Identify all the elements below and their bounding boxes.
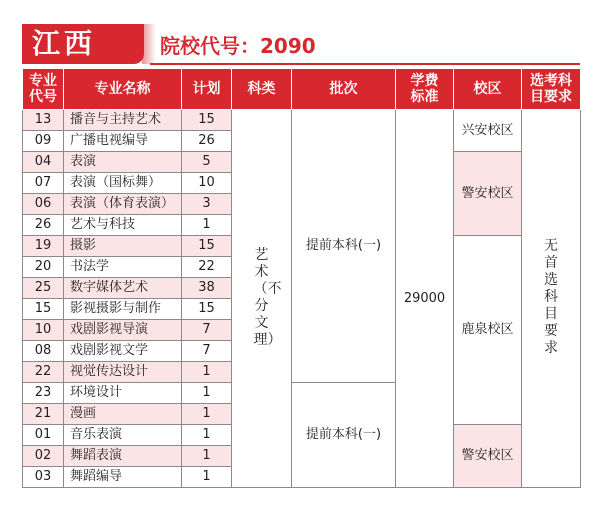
major-code: 13 <box>23 110 64 131</box>
major-code: 02 <box>23 446 64 467</box>
major-name: 舞蹈表演 <box>64 446 182 467</box>
plan-count: 1 <box>182 404 232 425</box>
plan-count: 38 <box>182 278 232 299</box>
major-code: 03 <box>23 467 64 488</box>
major-name: 视觉传达设计 <box>64 362 182 383</box>
table-row <box>23 110 581 131</box>
header-tuition: 学费标准 <box>396 69 454 110</box>
major-name: 摄影 <box>64 236 182 257</box>
major-code: 22 <box>23 362 64 383</box>
plan-count: 1 <box>182 446 232 467</box>
header-name: 专业名称 <box>64 69 182 110</box>
plan-count: 15 <box>182 236 232 257</box>
major-code: 06 <box>23 194 64 215</box>
campus-cell-2: 警安校区 <box>454 152 522 236</box>
plan-count: 5 <box>182 152 232 173</box>
plan-count: 7 <box>182 320 232 341</box>
campus-cell-4: 警安校区 <box>454 425 522 488</box>
title-divider <box>150 63 580 65</box>
major-code: 08 <box>23 341 64 362</box>
major-name: 音乐表演 <box>64 425 182 446</box>
plan-count: 3 <box>182 194 232 215</box>
plan-count: 10 <box>182 173 232 194</box>
batch-cell-1: 提前本科(一) <box>292 110 396 383</box>
major-code: 20 <box>23 257 64 278</box>
admission-plan-table <box>22 68 581 488</box>
major-name: 表演 <box>64 152 182 173</box>
major-code: 04 <box>23 152 64 173</box>
campus-cell-3: 鹿泉校区 <box>454 236 522 425</box>
major-code: 10 <box>23 320 64 341</box>
plan-count: 1 <box>182 467 232 488</box>
table-header-row <box>23 69 581 110</box>
major-name: 环境设计 <box>64 383 182 404</box>
banner-fade <box>142 24 156 64</box>
major-name: 表演（国标舞） <box>64 173 182 194</box>
category-cell: 艺术（不分文理） <box>232 110 292 488</box>
header-campus: 校区 <box>454 69 522 110</box>
major-code: 07 <box>23 173 64 194</box>
major-code: 15 <box>23 299 64 320</box>
institution-code: 院校代号：2090 <box>160 34 316 58</box>
header-category: 科类 <box>232 69 292 110</box>
major-name: 书法学 <box>64 257 182 278</box>
major-code: 26 <box>23 215 64 236</box>
major-name: 广播电视编导 <box>64 131 182 152</box>
plan-count: 1 <box>182 383 232 404</box>
batch-cell-2: 提前本科(一) <box>292 383 396 488</box>
plan-count: 15 <box>182 299 232 320</box>
major-name: 戏剧影视文学 <box>64 341 182 362</box>
plan-count: 15 <box>182 110 232 131</box>
major-code: 09 <box>23 131 64 152</box>
major-name: 影视摄影与制作 <box>64 299 182 320</box>
plan-count: 1 <box>182 362 232 383</box>
plan-count: 26 <box>182 131 232 152</box>
header-batch: 批次 <box>292 69 396 110</box>
tuition-cell: 29000 <box>396 110 454 488</box>
major-code: 21 <box>23 404 64 425</box>
plan-count: 1 <box>182 425 232 446</box>
major-code: 25 <box>23 278 64 299</box>
plan-count: 1 <box>182 215 232 236</box>
header-code: 专业代号 <box>23 69 64 110</box>
header-plan: 计划 <box>182 69 232 110</box>
requirement-cell: 无首选科目要求 <box>522 110 581 488</box>
major-name: 播音与主持艺术 <box>64 110 182 131</box>
major-name: 舞蹈编导 <box>64 467 182 488</box>
major-name: 艺术与科技 <box>64 215 182 236</box>
header-requirement: 选考科目要求 <box>522 69 581 110</box>
major-code: 19 <box>23 236 64 257</box>
plan-count: 7 <box>182 341 232 362</box>
province-title: 江西 <box>32 27 97 60</box>
plan-count: 22 <box>182 257 232 278</box>
campus-cell-1: 兴安校区 <box>454 110 522 152</box>
major-name: 漫画 <box>64 404 182 425</box>
major-name: 表演（体育表演） <box>64 194 182 215</box>
major-code: 01 <box>23 425 64 446</box>
major-code: 23 <box>23 383 64 404</box>
major-name: 数字媒体艺术 <box>64 278 182 299</box>
major-name: 戏剧影视导演 <box>64 320 182 341</box>
